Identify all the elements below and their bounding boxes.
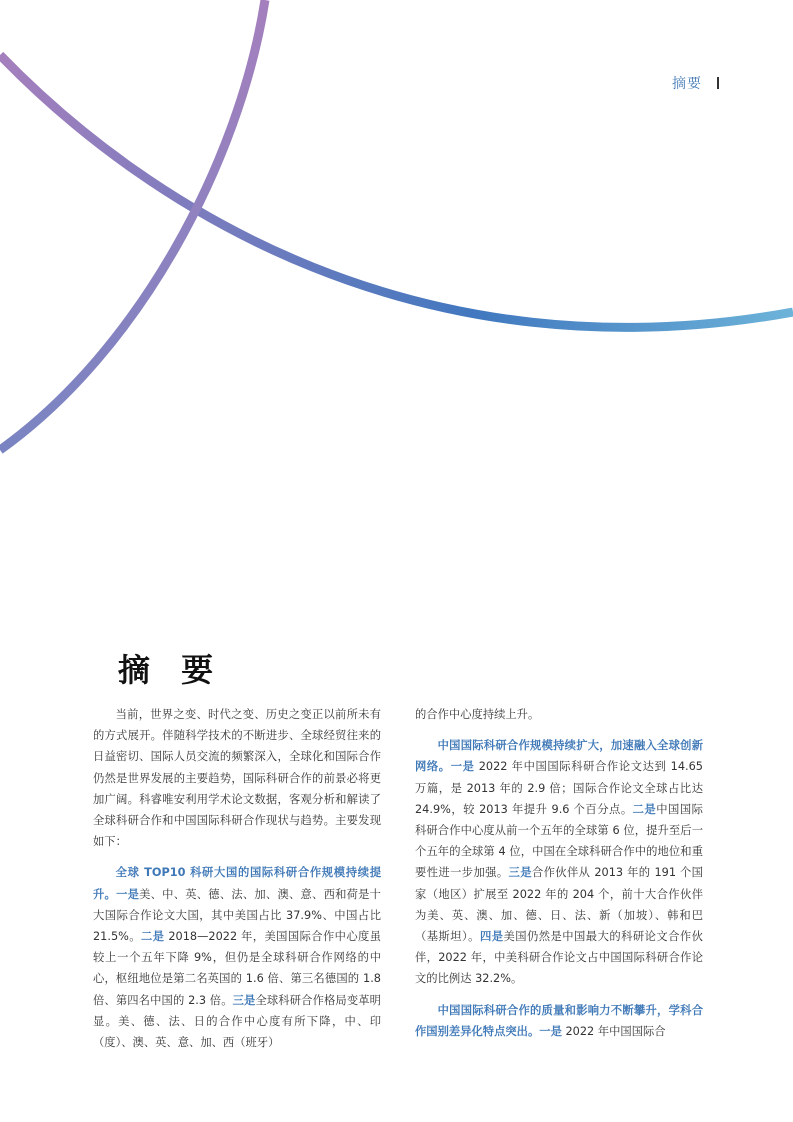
running-header: 摘要 xyxy=(672,76,702,92)
continuation-text: 的合作中心度持续上升。 xyxy=(415,708,540,721)
finding-heading: 全球 TOP10 科研大国的国际科研合作规模持续提升。 xyxy=(93,866,381,901)
header-divider xyxy=(717,77,719,89)
page-title: 摘 要 xyxy=(118,651,224,690)
point-marker: 三是 xyxy=(232,993,256,1007)
finding-global-paragraph xyxy=(93,862,381,1053)
point-text: 2022 年中国国际科研合作论文达到 14.65 万篇，是 2013 年的 2.9 倍；国际合作论文全球占比达 24.9%，较 2013 年提升 9.6 个百分点。 xyxy=(415,760,703,816)
point-marker: 一是 xyxy=(539,1024,562,1038)
point-text: 2022 年中国国际合 xyxy=(561,1024,666,1038)
point-text: 全球科研合作格局变革明显。美、德、法、日的合作中心度有所下降，中、印（度）、澳、英、意、加、西（班牙） xyxy=(93,993,381,1050)
point-text: 合作伙伴从 2013 年的 191 个国家（地区）扩展至 2022 年的 204 个，前十大合作伙伴为美、英、澳、加、德、日、法、新（加坡）、韩和巴（基斯坦）。 xyxy=(415,866,703,944)
point-marker: 一是 xyxy=(450,760,475,774)
point-marker: 一是 xyxy=(116,887,140,901)
point-marker: 二是 xyxy=(632,802,657,816)
finding-heading: 中国国际科研合作的质量和影响力不断攀升，学科合作国别差异化特点突出。 xyxy=(415,1003,703,1038)
point-text: 美国仍然是中国最大的科研论文合作伙伴，2022 年，中美科研合作论文占中国国际科研合作论文的比例达 32.2%。 xyxy=(415,930,703,986)
finding-heading: 中国国际科研合作规模持续扩大，加速融入全球创新网络。 xyxy=(415,739,703,774)
point-text: 美、中、英、德、法、加、澳、意、西和荷是十大国际合作论文大国，其中美国占比 37.9%、中国占比 21.5%。 xyxy=(93,887,381,944)
arc-horizontal xyxy=(0,55,793,327)
intro-paragraph: 当前，世界之变、时代之变、历史之变正以前所未有的方式展开。伴随科学技术的不断进步、全球经贸往来的日益密切、国际人员交流的频繁深入，全球化和国际合作仍然是世界发展的主要趋势，国际科研合作的前景必将更加广阔。科睿唯安利用学术论文数据，客观分析和解读了全球科研合作和中国国际科研合作现状与趋势。主要发现如下： xyxy=(93,708,381,849)
point-marker: 三是 xyxy=(508,866,532,880)
finding-china-scale-paragraph xyxy=(415,735,703,989)
point-text: 中国国际科研合作中心度从前一个五年的全球第 6 位，提升至后一个五年的全球第 4 位，中国在全球科研合作中的地位和重要性进一步加强。 xyxy=(415,802,703,880)
point-text: 2018—2022 年，美国国际合作中心度虽较上一个五年下降 9%，但仍是全球科研合作网络的中心，枢纽地位是第二名英国的 1.6 倍、第三名德国的 1.8 倍、第四名中国的 2.3 倍。 xyxy=(93,930,381,1007)
point-marker: 二是 xyxy=(140,930,165,944)
finding-china-quality-paragraph xyxy=(415,1000,703,1042)
left-column xyxy=(93,704,381,1063)
point-marker: 四是 xyxy=(479,930,504,944)
right-column xyxy=(415,704,703,1052)
